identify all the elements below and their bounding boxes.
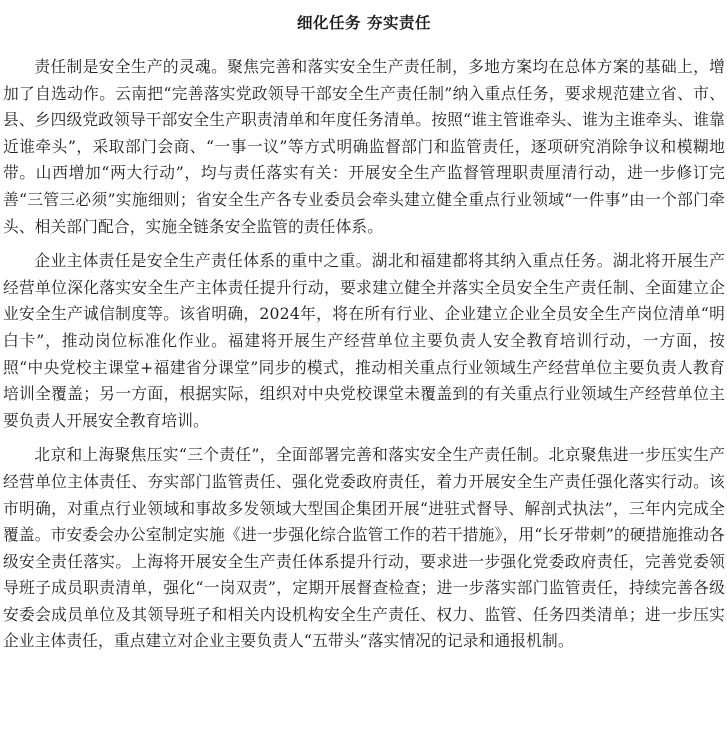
article-title: 细化任务 夯实责任: [297, 13, 431, 32]
paragraph-beijing-shanghai: 北京和上海聚焦压实“三个责任”，全面部署完善和落实安全生产责任制。北京聚焦进一步压实生产经营单位主体责任、夯实部门监管责任、强化党委政府责任，着力开展安全生产责任强化落实行动。该市明确，对重点行业领域和事故多发领域大型国企集团开展“进驻式督导、解剖式执法”，三年内完成全覆盖。市安委会办公室制定实施《进一步强化综合监管工作的若干措施》，用“长牙带刺”的硬措施推动各级安全责任落实。上海将开展安全生产责任体系提升行动，要求进一步强化党委政府责任，完善党委领导班子成员职责清单，强化“一岗双责”，定期开展督查检查；进一步落实部门监管责任，持续完善各级安委会成员单位及其领导班子和相关内设机构安全生产责任、权力、监管、任务四类清单；进一步压实企业主体责任，重点建立对企业主要负责人“五带头”落实情况的记录和通报机制。: [3, 445, 725, 651]
paragraph-responsibility-system: 责任制是安全生产的灵魂。聚焦完善和落实安全生产责任制，多地方案均在总体方案的基础上，增加了自选动作。云南把“完善落实党政领导干部安全生产责任制”纳入重点任务，要求规范建立省、市、县、乡四级党政领导干部安全生产职责清单和年度任务清单。按照“谁主管谁牵头、谁为主谁牵头、谁靠近谁牵头”，采取部门会商、“一事一议”等方式明确监督部门和监管责任，逐项研究消除争议和模糊地带。山西增加“两大行动”，均与责任落实有关：开展安全生产监督管理职责厘清行动，进一步修订完善“三管三必须”实施细则；省安全生产各专业委员会牵头建立健全重点行业领域“一件事”由一个部门牵头、相关部门配合，实施全链条安全监管的责任体系。: [3, 57, 725, 236]
paragraph-enterprise-responsibility: 企业主体责任是安全生产责任体系的重中之重。湖北和福建都将其纳入重点任务。湖北将开展生产经营单位深化落实安全生产主体责任提升行动，要求建立健全并落实全员安全生产责任制、全面建立企业安全生产诚信制度等。该省明确，2024年，将在所有行业、企业建立企业全员安全生产岗位清单“明白卡”，推动岗位标准化作业。福建将开展生产经营单位主要负责人安全教育培训行动，一方面，按照“中央党校主课堂+福建省分课堂”同步的模式，推动相关重点行业领域生产经营单位主要负责人教育培训全覆盖；另一方面，根据实际，组织对中央党校课堂未覆盖到的有关重点行业领域生产经营单位主要负责人开展安全教育培训。: [3, 251, 725, 430]
